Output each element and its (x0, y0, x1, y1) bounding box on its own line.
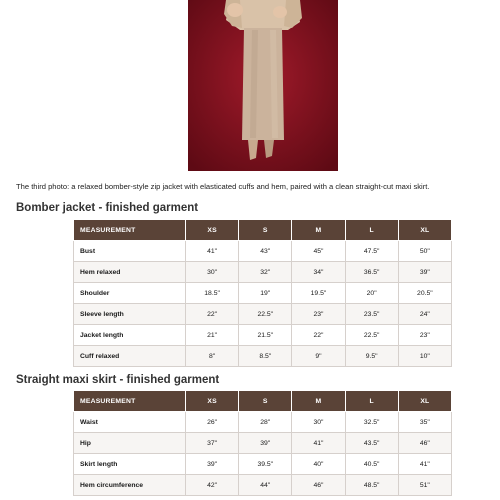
table-cell: 35" (398, 412, 451, 433)
table-cell: 39" (398, 262, 451, 283)
table-cell: 39" (239, 433, 292, 454)
table-cell: 19" (239, 283, 292, 304)
column-header-l: L (345, 391, 398, 412)
table-cell: 23" (292, 304, 345, 325)
table-cell: 8" (186, 346, 239, 367)
jacket-size-table (73, 219, 452, 367)
table-cell: 34" (292, 262, 345, 283)
measurement-label: Hem circumference (74, 475, 186, 496)
column-header-m: M (292, 391, 345, 412)
table-cell: 41" (186, 241, 239, 262)
column-header-l: L (345, 220, 398, 241)
column-header-s: S (239, 391, 292, 412)
table-cell: 26" (186, 412, 239, 433)
table-cell: 32" (239, 262, 292, 283)
skirt-section-title: Straight maxi skirt - finished garment (16, 374, 220, 386)
skirt-size-table (73, 390, 452, 496)
table-row (74, 283, 452, 304)
table-cell: 39" (186, 454, 239, 475)
table-cell: 21.5" (239, 325, 292, 346)
table-cell: 47.5" (345, 241, 398, 262)
measurement-label: Jacket length (74, 325, 186, 346)
table-cell: 40" (292, 454, 345, 475)
table-cell: 23" (398, 325, 451, 346)
table-cell: 19.5" (292, 283, 345, 304)
table-row (74, 262, 452, 283)
table-cell: 43" (239, 241, 292, 262)
table-cell: 28" (239, 412, 292, 433)
table-cell: 42" (186, 475, 239, 496)
column-header-s: S (239, 220, 292, 241)
table-cell: 43.5" (345, 433, 398, 454)
column-header-measurement: MEASUREMENT (74, 391, 186, 412)
table-cell: 22.5" (239, 304, 292, 325)
table-cell: 32.5" (345, 412, 398, 433)
table-cell: 22.5" (345, 325, 398, 346)
model-photo (188, 0, 338, 171)
table-cell: 20.5" (398, 283, 451, 304)
table-cell: 20" (345, 283, 398, 304)
measurement-label: Bust (74, 241, 186, 262)
table-cell: 21" (186, 325, 239, 346)
table-row (74, 241, 452, 262)
table-row (74, 346, 452, 367)
table-cell: 39.5" (239, 454, 292, 475)
jacket-header-row (74, 220, 452, 241)
table-cell: 46" (398, 433, 451, 454)
column-header-xs: XS (186, 220, 239, 241)
measurement-label: Waist (74, 412, 186, 433)
table-cell: 9" (292, 346, 345, 367)
model-photo-illustration (188, 0, 338, 171)
table-cell: 40.5" (345, 454, 398, 475)
measurement-label: Shoulder (74, 283, 186, 304)
table-cell: 41" (398, 454, 451, 475)
table-cell: 30" (292, 412, 345, 433)
measurement-label: Hem relaxed (74, 262, 186, 283)
table-cell: 48.5" (345, 475, 398, 496)
jacket-section-title: Bomber jacket - finished garment (16, 202, 199, 214)
table-cell: 8.5" (239, 346, 292, 367)
table-cell: 46" (292, 475, 345, 496)
column-header-m: M (292, 220, 345, 241)
skirt-header-row (74, 391, 452, 412)
column-header-xl: XL (398, 220, 451, 241)
table-cell: 36.5" (345, 262, 398, 283)
table-cell: 10" (398, 346, 451, 367)
measurement-label: Skirt length (74, 454, 186, 475)
photo-caption: The third photo: a relaxed bomber-style zip jacket with elasticated cuffs and hem, paired with a clean straight-cut maxi skirt. (16, 182, 430, 191)
table-cell: 22" (292, 325, 345, 346)
column-header-xl: XL (398, 391, 451, 412)
table-cell: 45" (292, 241, 345, 262)
table-cell: 37" (186, 433, 239, 454)
table-cell: 50" (398, 241, 451, 262)
table-row (74, 412, 452, 433)
column-header-measurement: MEASUREMENT (74, 220, 186, 241)
table-cell: 23.5" (345, 304, 398, 325)
measurement-label: Sleeve length (74, 304, 186, 325)
table-cell: 9.5" (345, 346, 398, 367)
measurement-label: Hip (74, 433, 186, 454)
table-cell: 30" (186, 262, 239, 283)
table-cell: 24" (398, 304, 451, 325)
table-cell: 44" (239, 475, 292, 496)
measurement-label: Cuff relaxed (74, 346, 186, 367)
table-row (74, 475, 452, 496)
table-row (74, 325, 452, 346)
table-cell: 41" (292, 433, 345, 454)
table-row (74, 304, 452, 325)
table-row (74, 454, 452, 475)
table-row (74, 433, 452, 454)
column-header-xs: XS (186, 391, 239, 412)
table-cell: 22" (186, 304, 239, 325)
table-cell: 51" (398, 475, 451, 496)
table-cell: 18.5" (186, 283, 239, 304)
